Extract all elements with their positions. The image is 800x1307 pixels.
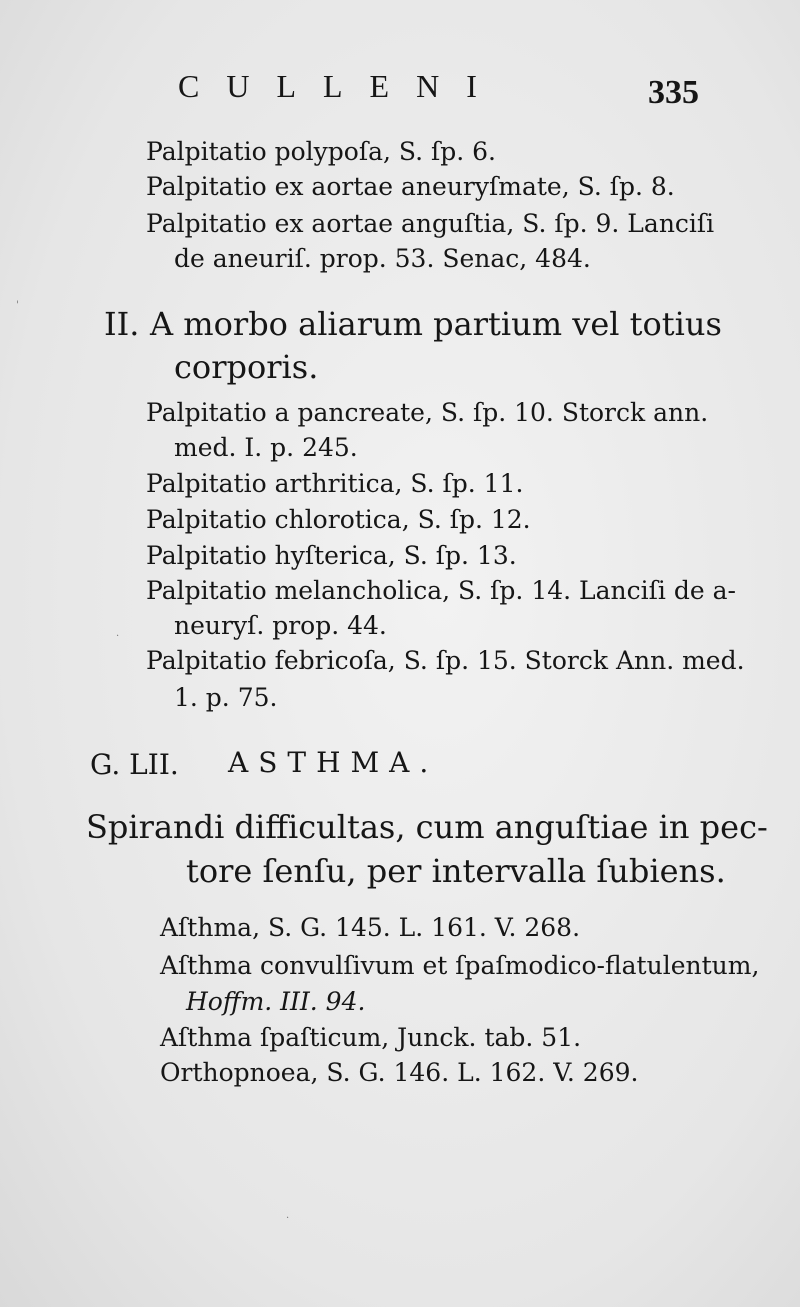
entry-palpitatio-febricosa: Palpitatio febricoſa, S. ſp. 15. Storck Ann. med. xyxy=(146,646,745,675)
entry-orthopnoea: Orthopnoea, S. G. 146. L. 162. V. 269. xyxy=(160,1058,639,1087)
entry-asthma-spasticum: Aſthma ſpaſticum, Junck. tab. 51. xyxy=(160,1023,582,1052)
entry-palpitatio-arthritica: Palpitatio arthritica, S. ſp. 11. xyxy=(146,469,524,498)
entry-palpitatio-febricosa-cont: 1. p. 75. xyxy=(174,683,278,712)
entry-palpitatio-melancholica: Palpitatio melancholica, S. ſp. 14. Lanciſi de a- xyxy=(146,576,736,605)
entry-palpitatio-angustia: Palpitatio ex aortae anguſtia, S. ſp. 9. Lanciſi xyxy=(146,209,715,238)
definition-line-1: Spirandi difficultas, cum anguſtiae in pec- xyxy=(86,808,768,846)
section-ii-heading-cont: corporis. xyxy=(174,348,319,386)
entry-palpitatio-polyposa: Palpitatio polypoſa, S. ſp. 6. xyxy=(146,137,496,166)
entry-palpitatio-hysterica: Palpitatio hyſterica, S. ſp. 13. xyxy=(146,541,517,570)
entry-palpitatio-chlorotica: Palpitatio chlorotica, S. ſp. 12. xyxy=(146,505,531,534)
genus-name: ASTHMA. xyxy=(228,746,439,779)
entry-palpitatio-melancholica-cont: neuryſ. prop. 44. xyxy=(174,611,387,640)
entry-asthma-convulsivum: Aſthma convulſivum et ſpaſmodico-flatulentum, xyxy=(160,951,760,980)
genus-label: G. LII. xyxy=(90,748,179,781)
entry-asthma-convulsivum-cont: Hoffm. III. 94. xyxy=(186,987,366,1016)
page-mark: . xyxy=(286,1210,290,1221)
page-mark: . xyxy=(116,628,120,639)
running-title: CULLENI xyxy=(178,68,504,104)
definition-line-2: tore ſenſu, per intervalla ſubiens. xyxy=(186,852,726,890)
entry-palpitatio-pancreate-cont: med. I. p. 245. xyxy=(174,433,358,462)
entry-palpitatio-pancreate: Palpitatio a pancreate, S. ſp. 10. Storck ann. xyxy=(146,398,709,427)
entry-palpitatio-aneurysmate: Palpitatio ex aortae aneuryſmate, S. ſp. 8. xyxy=(146,172,675,201)
entry-asthma: Aſthma, S. G. 145. L. 161. V. 268. xyxy=(160,913,581,942)
section-ii-heading: A morbo aliarum partium vel totius xyxy=(150,305,722,343)
page-mark: ' xyxy=(16,300,19,311)
entry-palpitatio-angustia-cont: de aneuriſ. prop. 53. Senac, 484. xyxy=(174,244,591,273)
page-number: 335 xyxy=(648,74,699,111)
section-ii-numeral: II. xyxy=(104,305,140,343)
